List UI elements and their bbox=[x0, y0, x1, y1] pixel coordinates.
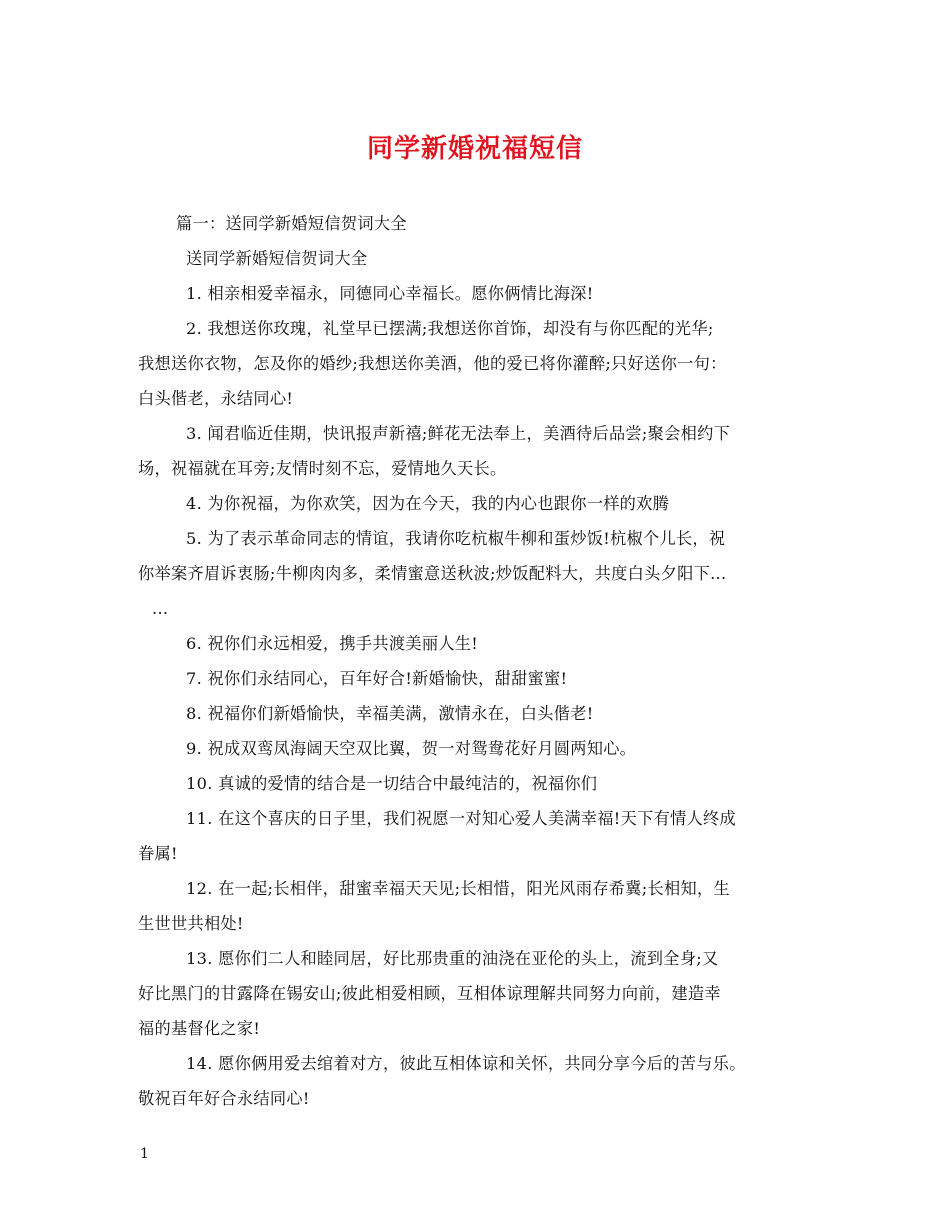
paragraph-line: 我想送你衣物，怎及你的婚纱;我想送你美酒，他的爱已将你灌醉;只好送你一句： bbox=[138, 354, 727, 373]
paragraph-line: 11. 在这个喜庆的日子里，我们祝愿一对知心爱人美满幸福!天下有情人终成 bbox=[186, 809, 737, 828]
paragraph-line: 8. 祝福你们新婚愉快，幸福美满，激情永在，白头偕老! bbox=[186, 704, 594, 723]
paragraph-line: 你举案齐眉诉衷肠;牛柳肉肉多，柔情蜜意送秋波;炒饭配料大，共度白头夕阳下... bbox=[138, 564, 727, 583]
paragraph-line: 生世世共相处! bbox=[138, 914, 244, 933]
paragraph-line: 2. 我想送你玫瑰，礼堂早已摆满;我想送你首饰，却没有与你匹配的光华; bbox=[186, 319, 714, 338]
paragraph-line: 3. 闻君临近佳期，快讯报声新禧;鲜花无法奉上，美酒待后品尝;聚会相约下 bbox=[186, 424, 731, 443]
paragraph-line: 白头偕老，永结同心! bbox=[138, 389, 294, 408]
paragraph-line: 福的基督化之家! bbox=[138, 1019, 261, 1038]
paragraph-line: 好比黑门的甘露降在锡安山;彼此相爱相顾，互相体谅理解共同努力向前，建造幸 bbox=[138, 984, 721, 1003]
paragraph-line: 6. 祝你们永远相爱，携手共渡美丽人生! bbox=[186, 634, 479, 653]
paragraph-line: 5. 为了表示革命同志的情谊，我请你吃杭椒牛柳和蛋炒饭!杭椒个儿长，祝 bbox=[186, 529, 726, 548]
paragraph-line: 12. 在一起;长相伴，甜蜜幸福天天见;长相惜，阳光风雨存希冀;长相知，生 bbox=[186, 879, 730, 898]
paragraph-line: 场，祝福就在耳旁;友情时刻不忘，爱情地久天长。 bbox=[138, 459, 507, 478]
paragraph-line: 14. 愿你俩用爱去绾着对方，彼此互相体谅和关怀，共同分享今后的苦与乐。 bbox=[186, 1054, 746, 1073]
section-heading: 篇一：送同学新婚短信贺词大全 bbox=[176, 214, 407, 233]
document-title: 同学新婚祝福短信 bbox=[366, 134, 583, 164]
document-body bbox=[138, 206, 826, 1116]
paragraph-line: ... bbox=[152, 599, 169, 618]
subheading: 送同学新婚短信贺词大全 bbox=[186, 249, 368, 268]
paragraph-line: 敬祝百年好合永结同心! bbox=[138, 1089, 310, 1108]
paragraph-line: 4. 为你祝福，为你欢笑，因为在今天，我的内心也跟你一样的欢腾 bbox=[186, 494, 670, 513]
page-number: 1 bbox=[140, 1146, 149, 1162]
paragraph-line: 9. 祝成双鸾凤海阔天空双比翼，贺一对鸳鸯花好月圆两知心。 bbox=[186, 739, 637, 758]
paragraph-line: 10. 真诚的爱情的结合是一切结合中最纯洁的，祝福你们 bbox=[186, 774, 598, 793]
paragraph-line: 13. 愿你们二人和睦同居，好比那贵重的油浇在亚伦的头上，流到全身;又 bbox=[186, 949, 719, 968]
paragraph-line: 7. 祝你们永结同心，百年好合!新婚愉快，甜甜蜜蜜! bbox=[186, 669, 568, 688]
paragraph-line: 1. 相亲相爱幸福永，同德同心幸福长。愿你俩情比海深! bbox=[186, 284, 594, 303]
paragraph-line: 眷属! bbox=[138, 844, 178, 863]
